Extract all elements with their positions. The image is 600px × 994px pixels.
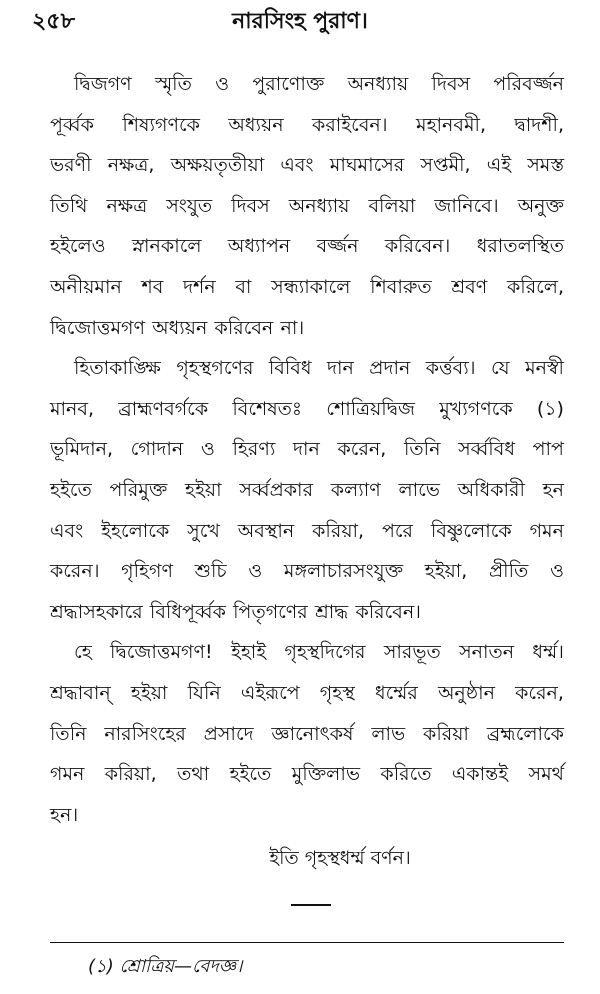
text-line bbox=[50, 511, 564, 552]
word: অনধ্যায় bbox=[347, 73, 409, 95]
word: করাইবেন। bbox=[312, 113, 388, 136]
word: মুখ্যগণকে bbox=[439, 397, 513, 420]
word: পরে bbox=[381, 519, 413, 542]
text-line bbox=[50, 470, 564, 511]
word: ধর্ম্ম। bbox=[532, 641, 564, 664]
word: অনীয়মান bbox=[50, 275, 122, 298]
word: পিতৃগণের bbox=[233, 600, 308, 623]
footnote-divider bbox=[50, 942, 564, 943]
word: গোদান bbox=[130, 438, 184, 461]
word: সর্ব্বপ্রকার bbox=[239, 478, 314, 501]
page-header bbox=[0, 0, 600, 42]
word: বিবিধ bbox=[268, 357, 312, 380]
section-end-rule bbox=[291, 904, 331, 906]
word: নক্ষত্র bbox=[106, 194, 148, 217]
word: ধর্ম্মের bbox=[374, 681, 418, 704]
word: তিথি bbox=[50, 194, 88, 217]
text-line bbox=[50, 308, 564, 349]
word: ও bbox=[215, 73, 230, 95]
word: দ্বিজোত্তমগণ! bbox=[110, 641, 213, 664]
word: (১) bbox=[536, 397, 564, 420]
word: কর্ত্তব্য। bbox=[425, 357, 476, 380]
word: মঙ্গলাচারসংযুক্ত bbox=[283, 560, 404, 583]
word: হে bbox=[74, 641, 92, 664]
word: এই bbox=[486, 154, 512, 177]
word: ও bbox=[549, 560, 564, 583]
word: শোত্রিয়দ্বিজ bbox=[326, 397, 416, 420]
word: গৃহস্থগণের bbox=[176, 357, 254, 380]
word: শ্রদ্ধাবান্ bbox=[50, 681, 111, 704]
word: গৃহস্থদিগের bbox=[284, 641, 366, 664]
word: সনাতন bbox=[459, 641, 515, 664]
word: ও bbox=[248, 560, 263, 583]
word: করিতে bbox=[380, 763, 432, 786]
word: বলিয়া bbox=[368, 194, 416, 217]
word: ব্রাহ্মণবর্গকে bbox=[118, 397, 209, 420]
word: দিবস bbox=[231, 194, 270, 217]
text-line bbox=[50, 429, 564, 470]
word: গমন bbox=[50, 763, 85, 786]
word: মাঘমাসের bbox=[329, 154, 405, 177]
word: কল্যাণ bbox=[330, 478, 381, 501]
paragraph-1 bbox=[50, 64, 564, 348]
word: মুক্তিলাভ bbox=[291, 763, 361, 786]
word: দান bbox=[293, 438, 320, 461]
word: হইয়া, bbox=[424, 560, 468, 583]
text-line bbox=[50, 754, 564, 795]
paragraph-2 bbox=[50, 348, 564, 632]
word: করেন, bbox=[515, 681, 564, 704]
text-line bbox=[50, 226, 564, 267]
word: ভূমিদান, bbox=[50, 438, 114, 461]
word: এবং bbox=[280, 154, 314, 177]
text-line bbox=[50, 632, 564, 673]
word: করিবেন bbox=[214, 316, 274, 339]
word: তথা bbox=[177, 763, 210, 786]
word: স্নানকালে bbox=[132, 235, 202, 258]
word: বিধিপূর্ব্বক bbox=[149, 600, 226, 623]
word: লাভ bbox=[371, 722, 406, 745]
text-line bbox=[50, 673, 564, 714]
word: অক্ষয়তৃতীয়া bbox=[170, 154, 265, 177]
word: করেন, bbox=[337, 438, 387, 461]
text-line bbox=[50, 267, 564, 308]
word: করিয়া, bbox=[312, 519, 365, 542]
body-text bbox=[50, 64, 564, 835]
word: বিষ্ণুলোকে bbox=[430, 519, 512, 542]
word: শ্রবণ bbox=[451, 275, 488, 298]
word: দান bbox=[326, 357, 354, 380]
word: শব bbox=[141, 275, 164, 298]
word: দ্বাদশী, bbox=[514, 113, 564, 136]
word: দ্বিজগণ bbox=[74, 73, 132, 95]
word: সপ্তমী, bbox=[420, 154, 471, 177]
word: শিষ্যগণকে bbox=[122, 113, 200, 136]
word: দর্শন bbox=[183, 275, 216, 298]
text-line bbox=[50, 64, 564, 105]
word: দ্বিজোত্তমগণ bbox=[50, 316, 145, 339]
running-title: নারসিংহ পুরাণ। bbox=[232, 9, 368, 34]
word: যিনি bbox=[187, 681, 221, 704]
word: গমন bbox=[529, 519, 564, 542]
text-line bbox=[50, 592, 564, 633]
word: মনস্বী bbox=[525, 357, 564, 380]
word: শ্রাদ্ধ bbox=[314, 600, 349, 623]
text-line bbox=[50, 105, 564, 146]
word: স্মৃতি bbox=[154, 73, 192, 95]
word: অধ্যয়ন bbox=[228, 113, 284, 136]
word: হন bbox=[542, 478, 564, 501]
word: দিবস bbox=[431, 73, 471, 95]
word: গৃহিগণ bbox=[121, 560, 173, 583]
word: মহানবমী, bbox=[416, 113, 486, 136]
page-number: ২৫৮ bbox=[32, 9, 75, 34]
word: গৃহস্থ bbox=[319, 681, 355, 704]
word: অধ্যয়ন bbox=[152, 316, 208, 339]
word: শ্রদ্ধাসহকারে bbox=[50, 600, 143, 623]
word: ভরণী bbox=[50, 154, 92, 177]
text-line bbox=[50, 795, 564, 836]
word: বা bbox=[235, 275, 252, 298]
closing-line: ইতি গৃহস্থধর্ম্ম বর্ণন। bbox=[269, 847, 411, 869]
text-line bbox=[50, 145, 564, 186]
paragraph-3 bbox=[50, 632, 564, 835]
word: জানিবে। bbox=[434, 194, 499, 217]
word: করিয়া bbox=[423, 722, 469, 745]
word: হইয়া bbox=[185, 478, 222, 501]
word: হইয়া bbox=[130, 681, 168, 704]
word: নক্ষত্র, bbox=[107, 154, 155, 177]
word: সন্ধ্যাকালে bbox=[271, 275, 351, 298]
word: জ্ঞানোৎকর্ষ bbox=[271, 722, 354, 745]
word: শুচি bbox=[194, 560, 227, 583]
word: হইতে bbox=[229, 763, 272, 786]
word: হিতাকাঙ্ক্ষি bbox=[74, 357, 161, 380]
word: করেন। bbox=[50, 560, 100, 583]
word: ইহাই bbox=[230, 641, 267, 664]
word: বর্জ্জন bbox=[316, 235, 359, 258]
word: ব্রহ্মলোকে bbox=[486, 722, 564, 745]
word: প্রসাদে bbox=[203, 722, 254, 745]
word: অধ্যাপন bbox=[227, 235, 291, 258]
word: না। bbox=[280, 316, 305, 339]
text-line bbox=[50, 551, 564, 592]
word: বিশেষতঃ bbox=[232, 397, 303, 420]
word: সংযুত bbox=[166, 194, 213, 217]
word: ধরাতলস্থিত bbox=[476, 235, 564, 258]
word: নারসিংহের bbox=[104, 722, 186, 745]
text-line bbox=[50, 348, 564, 389]
word: সর্ব্ববিধ bbox=[458, 438, 515, 461]
word: যে bbox=[490, 357, 510, 380]
word: মানব, bbox=[50, 397, 95, 420]
word: ও bbox=[200, 438, 215, 461]
word: সুখে bbox=[187, 519, 220, 542]
word: হন। bbox=[50, 803, 79, 826]
word: হইলেও bbox=[50, 235, 106, 258]
text-line bbox=[50, 186, 564, 227]
word: লাভে bbox=[398, 478, 440, 501]
word: করিলে, bbox=[506, 275, 564, 298]
word: পুরাণোক্ত bbox=[252, 73, 325, 95]
word: করিবেন। bbox=[355, 600, 421, 623]
word: অনুষ্ঠান bbox=[437, 681, 495, 704]
word: অবস্থান bbox=[237, 519, 295, 542]
word: এবং bbox=[50, 519, 84, 542]
word: পাপ bbox=[532, 438, 564, 461]
word: করিয়া, bbox=[104, 763, 157, 786]
word: তিনি bbox=[403, 438, 441, 461]
text-line bbox=[50, 714, 564, 755]
word: এইরূপে bbox=[240, 681, 300, 704]
word: হিরণ্য bbox=[232, 438, 276, 461]
word: সমস্ত bbox=[527, 154, 564, 177]
word: পরিমুক্ত bbox=[109, 478, 168, 501]
word: অনধ্যায় bbox=[288, 194, 350, 217]
word: ইহলোকে bbox=[101, 519, 170, 542]
word: একান্তই bbox=[451, 763, 509, 786]
text-line bbox=[50, 389, 564, 430]
word: করিবেন। bbox=[384, 235, 451, 258]
word: পূর্ব্বক bbox=[50, 113, 94, 136]
word: প্রদান bbox=[369, 357, 411, 380]
word: সমর্থ bbox=[528, 763, 564, 786]
word: পরিবর্জ্জন bbox=[493, 73, 564, 95]
word: প্রীতি bbox=[488, 560, 529, 583]
word: অনুক্ত bbox=[517, 194, 564, 217]
word: সারভূত bbox=[383, 641, 441, 664]
word: শিবারুত bbox=[370, 275, 432, 298]
footnote: (১) শ্রোত্রিয়—বেদজ্ঞ। bbox=[88, 956, 243, 977]
word: হইতে bbox=[50, 478, 92, 501]
word: তিনি bbox=[50, 722, 87, 745]
word: অধিকারী bbox=[457, 478, 525, 501]
